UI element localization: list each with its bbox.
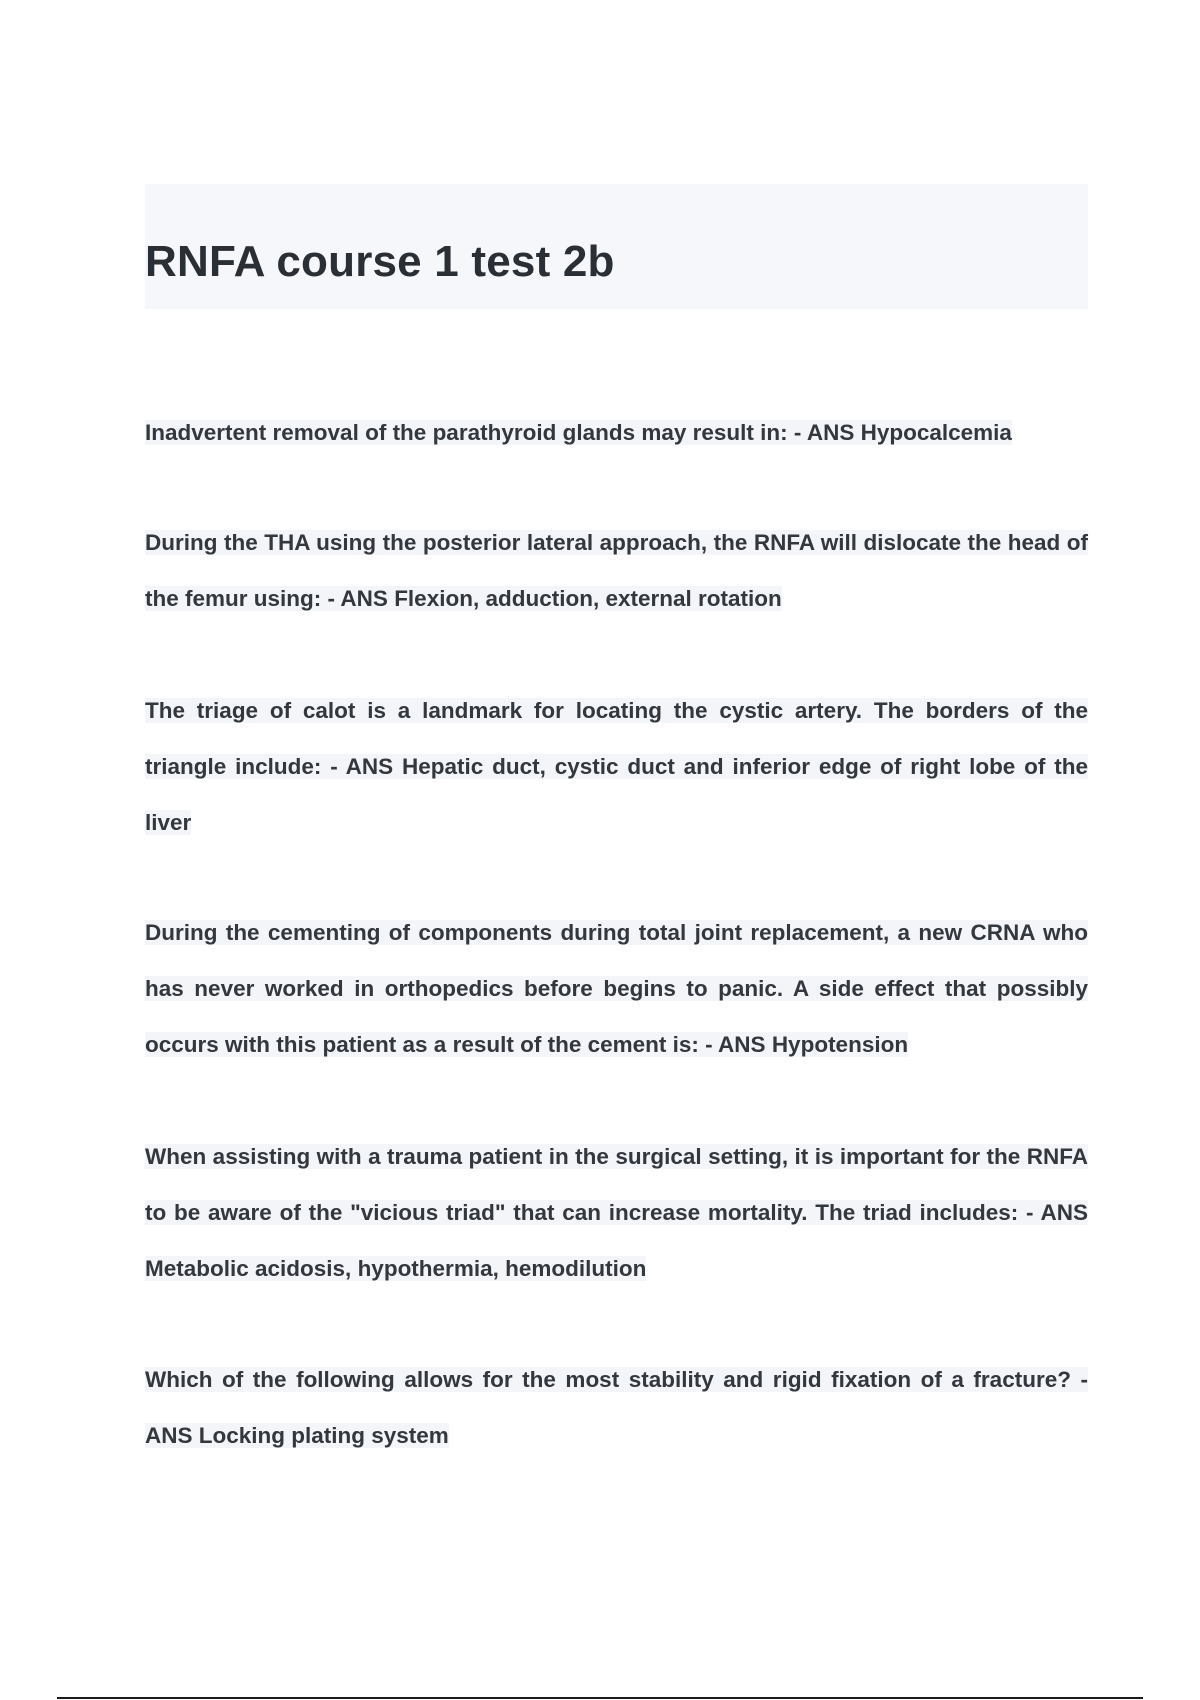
answer-text: Metabolic acidosis, hypothermia, hemodilution: [145, 1256, 647, 1281]
question-text: When assisting with a trauma patient in the surgical setting, it is important for the RNFA to be aware of the "vicious triad" that can increase mortality. The triad includes:: [145, 1144, 1088, 1225]
answer-separator: - ANS: [698, 1032, 772, 1057]
answer-text: Hypocalcemia: [860, 420, 1012, 445]
qa-item-5: [145, 1129, 1088, 1297]
answer-separator: - ANS: [321, 586, 395, 611]
qa-item-1: [145, 405, 1088, 461]
answer-text: Hypotension: [771, 1032, 909, 1057]
answer-separator: - ANS: [1018, 1200, 1088, 1225]
answer-separator: - ANS: [787, 420, 861, 445]
qa-item-3: [145, 683, 1088, 851]
answer-separator: - ANS: [330, 754, 403, 779]
answer-text: Locking plating system: [198, 1423, 449, 1448]
question-text: During the THA using the posterior lateral approach, the RNFA will dislocate the head of the femur using:: [145, 530, 1088, 611]
qa-item-6: [145, 1352, 1088, 1464]
question-text: Which of the following allows for the most stability and rigid fixation of a fracture?: [145, 1367, 1071, 1392]
question-text: Inadvertent removal of the parathyroid glands may result in:: [145, 420, 788, 445]
question-text: During the cementing of components during total joint replacement, a new CRNA who has never worked in orthopedics before begins to panic. A side effect that possibly occurs with this patient as a result of the cement is:: [145, 920, 1088, 1057]
answer-text: Flexion, adduction, external rotation: [394, 586, 782, 611]
title-banner: [145, 184, 1088, 309]
answer-text: Hepatic duct, cystic duct and inferior edge of right lobe of the liver: [145, 754, 1088, 835]
page-title: RNFA course 1 test 2b: [145, 237, 615, 286]
answer-separator: - ANS: [145, 1367, 1088, 1448]
qa-item-4: [145, 905, 1088, 1073]
qa-item-2: [145, 515, 1088, 627]
footer-divider: [57, 1697, 1143, 1699]
question-text: The triage of calot is a landmark for locating the cystic artery. The borders of the triangle include:: [145, 698, 1088, 779]
